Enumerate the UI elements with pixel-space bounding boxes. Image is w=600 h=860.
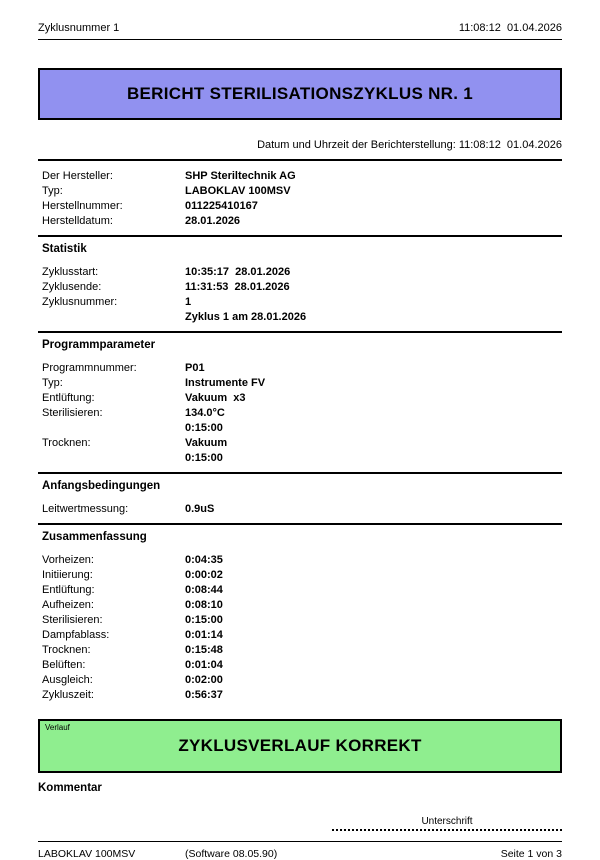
field-value: 0:01:04 <box>185 659 223 671</box>
section-heading: Zusammenfassung <box>42 531 147 543</box>
section-heading: Anfangsbedingungen <box>42 480 161 492</box>
field-value: 0:00:02 <box>185 569 223 581</box>
report-section <box>38 159 562 235</box>
verlauf-label: Verlauf <box>45 723 70 732</box>
field-row <box>38 613 562 628</box>
field-label: Entlüftung: <box>42 584 95 596</box>
sections <box>38 159 562 709</box>
field-label: Zyklusnummer: <box>42 296 118 308</box>
field-value: 0:04:35 <box>185 554 223 566</box>
field-label: Ausgleich: <box>42 674 93 686</box>
footer-device-name: LABOKLAV 100MSV <box>38 848 136 860</box>
field-row <box>38 643 562 658</box>
field-label: Typ: <box>42 377 63 389</box>
report-section <box>38 331 562 472</box>
field-value: Vakuum x3 <box>185 392 246 404</box>
report-section <box>38 472 562 523</box>
field-row <box>38 391 562 406</box>
field-row <box>38 658 562 673</box>
page-footer <box>38 841 562 860</box>
section-heading: Statistik <box>42 243 87 255</box>
field-label: Zykluszeit: <box>42 689 94 701</box>
field-value: 0:02:00 <box>185 674 223 686</box>
field-row <box>38 628 562 643</box>
field-row <box>38 280 562 295</box>
field-value: Vakuum <box>185 437 228 449</box>
field-row <box>38 436 562 451</box>
field-row <box>38 451 562 466</box>
footer-page-number: Seite 1 von 3 <box>500 848 562 860</box>
field-label: Leitwertmessung: <box>42 503 129 515</box>
footer-software-version: (Software 08.05.90) <box>185 848 278 860</box>
field-row <box>38 421 562 436</box>
field-value: LABOKLAV 100MSV <box>185 185 291 197</box>
field-row <box>38 295 562 310</box>
section-heading: Programmparameter <box>42 339 156 351</box>
field-label: Herstelldatum: <box>42 215 113 227</box>
field-value: Instrumente FV <box>185 377 266 389</box>
field-label: Der Hersteller: <box>42 170 113 182</box>
field-value: SHP Steriltechnik AG <box>185 170 296 182</box>
field-label <box>42 310 185 325</box>
field-row <box>38 376 562 391</box>
field-label <box>42 421 185 436</box>
field-row <box>38 406 562 421</box>
header-datetime: 11:08:12 01.04.2026 <box>458 22 562 34</box>
field-label: Herstellnummer: <box>42 200 123 212</box>
field-label <box>42 451 185 466</box>
field-value: 0:01:14 <box>185 629 223 641</box>
field-value: P01 <box>185 362 205 374</box>
field-row <box>38 199 562 214</box>
field-label: Trocknen: <box>42 437 91 449</box>
verlauf-status-banner <box>38 719 562 773</box>
field-value: 0:08:10 <box>185 599 223 611</box>
field-row <box>38 583 562 598</box>
field-value: 0:56:37 <box>185 689 223 701</box>
signature-line <box>332 816 562 831</box>
field-value: 1 <box>185 296 192 308</box>
field-value: 011225410167 <box>185 200 258 212</box>
signature-label: Unterschrift <box>421 816 473 827</box>
field-row <box>38 673 562 688</box>
report-title: BERICHT STERILISATIONSZYKLUS NR. 1 <box>126 84 474 103</box>
field-row <box>38 688 562 703</box>
field-label: Dampfablass: <box>42 629 110 641</box>
field-row <box>38 169 562 184</box>
field-value: 0:15:00 <box>185 422 223 434</box>
field-row <box>38 214 562 229</box>
field-value: 134.0°C <box>185 407 225 419</box>
field-row <box>38 598 562 613</box>
field-value: 0.9uS <box>185 503 215 515</box>
field-row <box>38 568 562 583</box>
field-value: 0:15:00 <box>185 614 223 626</box>
field-value: 11:31:53 28.01.2026 <box>185 281 290 293</box>
field-label: Entlüftung: <box>42 392 95 404</box>
report-title-banner <box>38 68 562 120</box>
field-label: Trocknen: <box>42 644 91 656</box>
field-label: Initiierung: <box>42 569 93 581</box>
header-left-text: Zyklusnummer 1 <box>38 22 120 34</box>
field-value: 28.01.2026 <box>185 215 241 227</box>
field-row <box>38 265 562 280</box>
report-section <box>38 235 562 331</box>
field-label: Typ: <box>42 185 63 197</box>
field-label: Aufheizen: <box>42 599 94 611</box>
field-value: 0:08:44 <box>185 584 223 596</box>
field-row <box>38 310 562 325</box>
field-value: 10:35:17 28.01.2026 <box>185 266 291 278</box>
field-label: Programmnummer: <box>42 362 137 374</box>
field-value: Zyklus 1 am 28.01.2026 <box>185 311 307 323</box>
kommentar-heading: Kommentar <box>38 782 102 794</box>
report-creation-datetime: Datum und Uhrzeit der Berichterstellung: 11:08:12 01.04.2026 <box>257 139 562 151</box>
field-label: Sterilisieren: <box>42 614 103 626</box>
field-row <box>38 502 562 517</box>
field-label: Belüften: <box>42 659 86 671</box>
field-label: Zyklusstart: <box>42 266 99 278</box>
field-label: Vorheizen: <box>42 554 94 566</box>
field-value: 0:15:48 <box>185 644 223 656</box>
page-header <box>38 0 562 40</box>
field-label: Zyklusende: <box>42 281 102 293</box>
field-row <box>38 553 562 568</box>
report-section <box>38 523 562 709</box>
field-value: 0:15:00 <box>185 452 223 464</box>
field-row <box>38 361 562 376</box>
field-label: Sterilisieren: <box>42 407 103 419</box>
field-row <box>38 184 562 199</box>
cycle-status-text: ZYKLUSVERLAUF KORREKT <box>178 736 422 755</box>
